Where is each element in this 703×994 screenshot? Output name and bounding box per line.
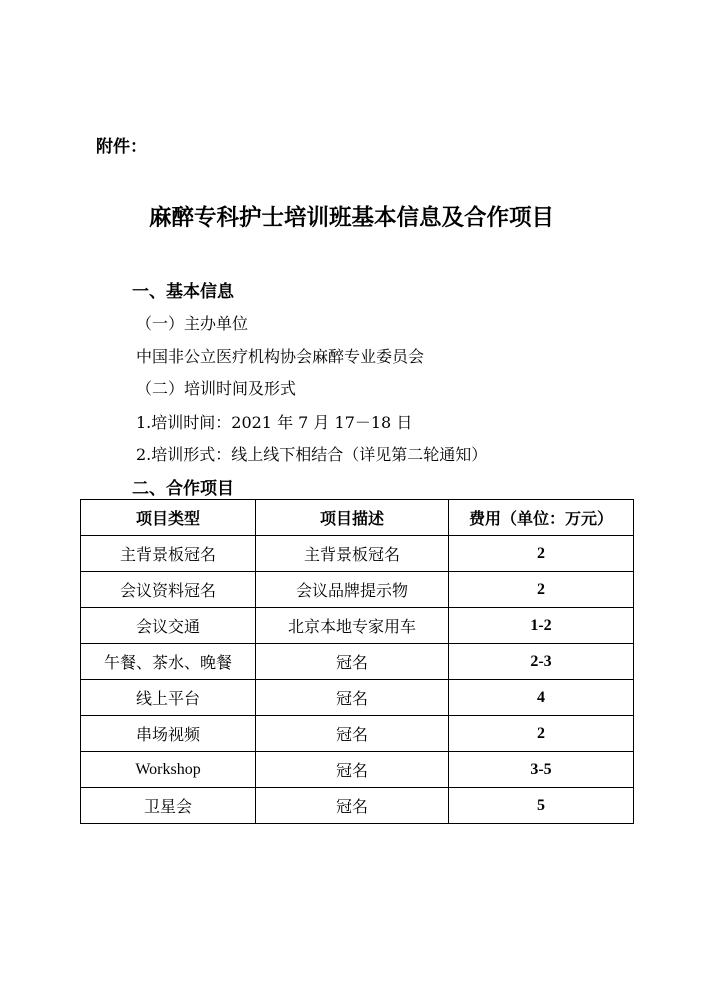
cell-item-description: 主背景板冠名 — [256, 536, 449, 572]
cell-fee: 1-2 — [449, 608, 634, 644]
cell-item-type: 串场视频 — [81, 716, 256, 752]
cell-fee: 3-5 — [449, 752, 634, 788]
subheading-organizer: （一）主办单位 — [136, 314, 249, 333]
table-row — [81, 752, 634, 788]
cell-item-type: Workshop — [81, 752, 256, 788]
cell-fee: 2 — [449, 716, 634, 752]
table-row — [81, 788, 634, 824]
cell-item-type: 主背景板冠名 — [81, 536, 256, 572]
cell-item-description: 冠名 — [256, 752, 449, 788]
table-row — [81, 608, 634, 644]
attachment-label: 附件： — [96, 137, 147, 157]
cell-item-description: 冠名 — [256, 680, 449, 716]
cell-item-type: 会议交通 — [81, 608, 256, 644]
table-row — [81, 680, 634, 716]
cell-item-description: 冠名 — [256, 788, 449, 824]
document-title: 麻醉专科护士培训班基本信息及合作项目 — [148, 205, 554, 231]
header-fee: 费用（单位：万元） — [449, 500, 634, 536]
cell-fee: 2 — [449, 536, 634, 572]
cell-item-description: 会议品牌提示物 — [256, 572, 449, 608]
cell-fee: 4 — [449, 680, 634, 716]
table-row — [81, 536, 634, 572]
cell-item-type: 会议资料冠名 — [81, 572, 256, 608]
cell-item-type: 卫星会 — [81, 788, 256, 824]
training-format-line: 2.培训形式：线上线下相结合（详见第二轮通知） — [136, 445, 488, 464]
table-row — [81, 716, 634, 752]
table-row — [81, 572, 634, 608]
organizer-name: 中国非公立医疗机构协会麻醉专业委员会 — [136, 347, 425, 366]
cell-fee: 2 — [449, 572, 634, 608]
cell-item-description: 北京本地专家用车 — [256, 608, 449, 644]
cell-fee: 5 — [449, 788, 634, 824]
cell-item-description: 冠名 — [256, 716, 449, 752]
header-item-description: 项目描述 — [256, 500, 449, 536]
cell-fee: 2-3 — [449, 644, 634, 680]
cooperation-items-table — [80, 499, 634, 824]
section-heading-cooperation: 二、合作项目 — [132, 479, 234, 499]
cell-item-description: 冠名 — [256, 644, 449, 680]
cell-item-type: 线上平台 — [81, 680, 256, 716]
table-row — [81, 644, 634, 680]
header-item-type: 项目类型 — [81, 500, 256, 536]
table-header-row — [81, 500, 634, 536]
section-heading-basic-info: 一、基本信息 — [132, 282, 234, 302]
subheading-time-format: （二）培训时间及形式 — [136, 379, 297, 398]
cell-item-type: 午餐、茶水、晚餐 — [81, 644, 256, 680]
training-time-line: 1.培训时间：2021 年 7 月 17－18 日 — [136, 413, 413, 432]
